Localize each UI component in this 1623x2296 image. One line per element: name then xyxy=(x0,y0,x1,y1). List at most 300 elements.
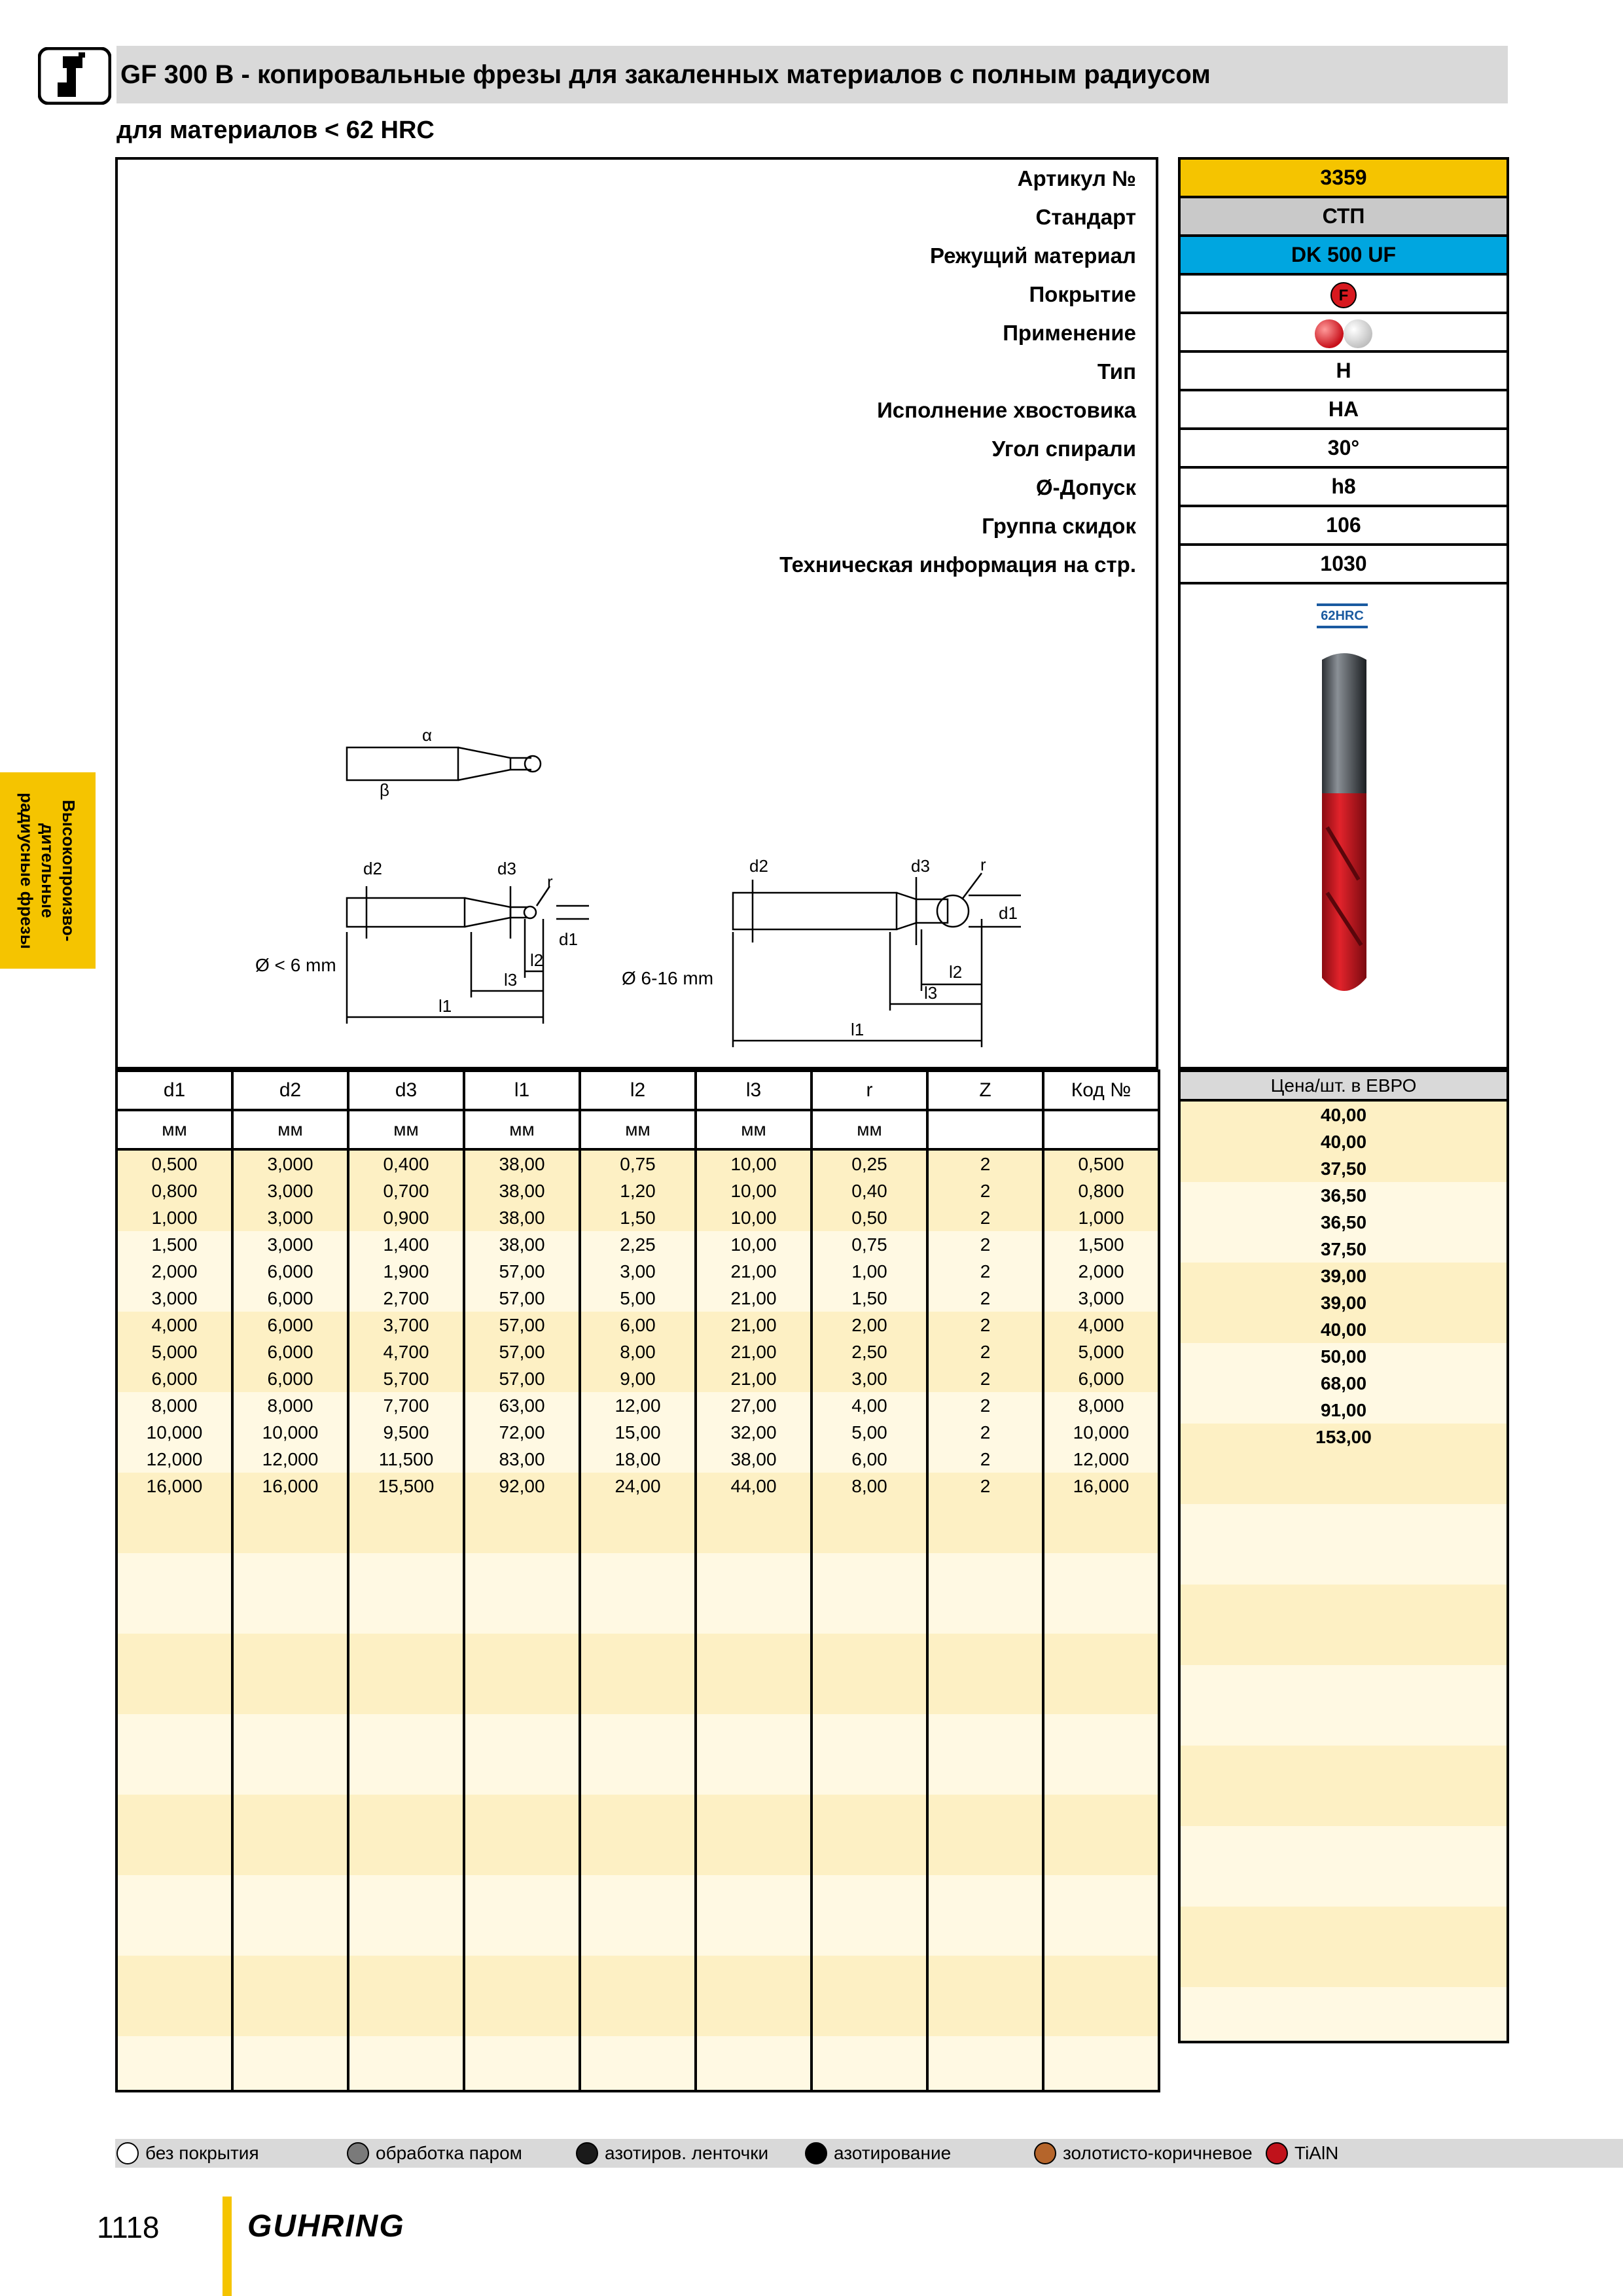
price-cell: 36,50 xyxy=(1179,1209,1508,1236)
table-cell xyxy=(580,1929,696,1956)
table-cell xyxy=(580,1956,696,1982)
dim-l2-large: l2 xyxy=(949,962,963,982)
table-cell: 0,400 xyxy=(348,1149,464,1177)
price-row xyxy=(1179,1987,1508,2014)
dim-l3-large: l3 xyxy=(924,983,938,1003)
table-cell xyxy=(1043,1607,1159,1634)
price-cell: 39,00 xyxy=(1179,1263,1508,1289)
table-cell xyxy=(927,1499,1043,1526)
price-cell xyxy=(1179,2014,1508,2042)
table-cell: 57,00 xyxy=(464,1312,580,1338)
table-cell: 6,00 xyxy=(580,1312,696,1338)
table-cell: 0,800 xyxy=(116,1177,232,1204)
table-cell xyxy=(696,1526,812,1553)
table-cell xyxy=(927,2036,1043,2063)
table-cell xyxy=(1043,1821,1159,1848)
spec-label-techinfo: Техническая информация на стр. xyxy=(779,552,1136,577)
table-cell xyxy=(1043,2036,1159,2063)
table-cell xyxy=(348,1982,464,2009)
large-tool-label: Ø 6-16 mm xyxy=(622,968,714,988)
table-cell: 8,000 xyxy=(232,1392,348,1419)
table-cell: 38,00 xyxy=(696,1446,812,1473)
table-cell: 4,00 xyxy=(812,1392,927,1419)
table-cell: 5,000 xyxy=(1043,1338,1159,1365)
price-row xyxy=(1179,1665,1508,1692)
legend-label: TiAlN xyxy=(1294,2143,1339,2163)
table-cell xyxy=(696,1902,812,1929)
dimensions-table xyxy=(115,1069,1158,2092)
table-cell xyxy=(812,1580,927,1607)
table-cell xyxy=(348,1634,464,1660)
table-cell xyxy=(812,1687,927,1714)
table-cell xyxy=(464,1607,580,1634)
table-row xyxy=(116,1419,1159,1446)
dim-d3-large: d3 xyxy=(911,856,930,876)
table-cell xyxy=(812,1660,927,1687)
table-cell xyxy=(696,1795,812,1821)
table-cell xyxy=(812,1902,927,1929)
table-cell xyxy=(927,1634,1043,1660)
price-row xyxy=(1179,1128,1508,1155)
unit-cell: мм xyxy=(812,1110,927,1149)
price-row xyxy=(1179,1504,1508,1531)
hrc-badge: 62HRC xyxy=(1317,603,1368,628)
legend-label: золотисто-коричневое xyxy=(1063,2143,1253,2163)
table-cell: 1,000 xyxy=(116,1204,232,1231)
price-cell: 91,00 xyxy=(1179,1397,1508,1424)
table-cell: 2 xyxy=(927,1473,1043,1499)
table-cell: 3,000 xyxy=(1043,1285,1159,1312)
table-cell: 0,50 xyxy=(812,1204,927,1231)
dim-beta: β xyxy=(380,780,389,800)
table-cell: 57,00 xyxy=(464,1285,580,1312)
table-cell xyxy=(927,1795,1043,1821)
spec-label-type: Тип xyxy=(1097,359,1136,384)
table-cell: 1,50 xyxy=(580,1204,696,1231)
price-row xyxy=(1179,1155,1508,1182)
table-cell: 0,40 xyxy=(812,1177,927,1204)
table-cell xyxy=(348,1956,464,1982)
price-cell xyxy=(1179,1746,1508,1772)
chapter-tab-label xyxy=(0,772,96,969)
price-row xyxy=(1179,1960,1508,1987)
table-cell xyxy=(348,1607,464,1634)
table-cell: 16,000 xyxy=(116,1473,232,1499)
table-cell xyxy=(116,2036,232,2063)
table-cell xyxy=(812,1982,927,2009)
table-cell xyxy=(232,1848,348,1875)
price-cell: 68,00 xyxy=(1179,1370,1508,1397)
table-cell xyxy=(116,1848,232,1875)
table-cell: 27,00 xyxy=(696,1392,812,1419)
spec-label-article: Артикул № xyxy=(1017,166,1136,190)
table-row xyxy=(116,1392,1159,1419)
table-cell xyxy=(232,1821,348,1848)
table-cell: 5,00 xyxy=(580,1285,696,1312)
price-cell xyxy=(1179,1558,1508,1585)
table-cell: 12,000 xyxy=(232,1446,348,1473)
brand-logo-icon xyxy=(38,47,111,105)
table-cell: 57,00 xyxy=(464,1338,580,1365)
table-cell xyxy=(348,1929,464,1956)
price-row xyxy=(1179,1772,1508,1799)
dim-r-large: r xyxy=(980,855,986,874)
table-cell xyxy=(927,1580,1043,1607)
table-cell xyxy=(232,1580,348,1607)
table-cell xyxy=(927,1553,1043,1580)
table-cell xyxy=(232,1526,348,1553)
coating-f-icon: F xyxy=(1330,282,1357,308)
price-cell xyxy=(1179,1960,1508,1987)
table-cell xyxy=(232,1956,348,1982)
table-cell xyxy=(927,1768,1043,1795)
table-cell xyxy=(580,1526,696,1553)
table-cell xyxy=(812,1634,927,1660)
table-cell xyxy=(348,2063,464,2091)
table-cell xyxy=(580,1714,696,1741)
table-cell xyxy=(580,1741,696,1768)
table-cell: 1,400 xyxy=(348,1231,464,1258)
legend-item xyxy=(1034,2140,1253,2166)
table-cell xyxy=(464,1634,580,1660)
table-cell xyxy=(464,1982,580,2009)
price-cell xyxy=(1179,1692,1508,1719)
table-cell xyxy=(1043,1714,1159,1741)
price-cell xyxy=(1179,1531,1508,1558)
table-cell: 2,50 xyxy=(812,1338,927,1365)
small-tool-label: Ø < 6 mm xyxy=(255,955,336,975)
table-cell xyxy=(232,1875,348,1902)
table-cell xyxy=(696,1875,812,1902)
table-row xyxy=(116,1607,1159,1634)
price-row xyxy=(1179,1289,1508,1316)
table-cell xyxy=(1043,1741,1159,1768)
price-cell xyxy=(1179,1450,1508,1477)
table-row xyxy=(116,2063,1159,2091)
spec-label-material: Режущий материал xyxy=(929,243,1136,268)
table-row xyxy=(116,1821,1159,1848)
table-cell xyxy=(580,1580,696,1607)
table-cell: 6,000 xyxy=(232,1338,348,1365)
table-cell xyxy=(348,1848,464,1875)
price-row xyxy=(1179,1477,1508,1504)
table-cell xyxy=(348,1580,464,1607)
dim-d1-large: d1 xyxy=(999,903,1018,923)
price-row xyxy=(1179,1611,1508,1638)
table-cell xyxy=(464,2063,580,2091)
table-cell xyxy=(696,1821,812,1848)
coating-swatch-icon xyxy=(347,2142,369,2164)
table-cell xyxy=(464,1580,580,1607)
type-value: H xyxy=(1181,353,1507,391)
table-cell: 0,900 xyxy=(348,1204,464,1231)
table-cell: 8,00 xyxy=(812,1473,927,1499)
legend-label: без покрытия xyxy=(145,2143,259,2163)
price-row xyxy=(1179,1826,1508,1853)
legend-item xyxy=(805,2140,951,2166)
legend-item xyxy=(1266,2140,1338,2166)
table-cell xyxy=(927,1821,1043,1848)
table-cell xyxy=(580,1848,696,1875)
table-row xyxy=(116,1875,1159,1902)
table-cell: 38,00 xyxy=(464,1204,580,1231)
table-cell: 16,000 xyxy=(1043,1473,1159,1499)
price-cell xyxy=(1179,1987,1508,2014)
table-cell xyxy=(1043,1687,1159,1714)
price-row xyxy=(1179,1638,1508,1665)
table-cell xyxy=(116,1956,232,1982)
price-row xyxy=(1179,1880,1508,1907)
table-cell xyxy=(696,1499,812,1526)
spec-label-discount: Группа скидок xyxy=(982,514,1136,538)
price-cell xyxy=(1179,1799,1508,1826)
table-row xyxy=(116,1285,1159,1312)
table-cell: 2,00 xyxy=(812,1312,927,1338)
price-cell xyxy=(1179,1719,1508,1746)
table-cell xyxy=(696,1848,812,1875)
table-cell: 10,00 xyxy=(696,1204,812,1231)
table-cell xyxy=(927,1875,1043,1902)
table-cell: 2,000 xyxy=(116,1258,232,1285)
hardened-steel-ball-icon xyxy=(1315,319,1344,348)
legend-label: обработка паром xyxy=(376,2143,522,2163)
table-row xyxy=(116,1526,1159,1553)
table-cell: 83,00 xyxy=(464,1446,580,1473)
price-cell xyxy=(1179,1504,1508,1531)
product-photo xyxy=(1298,644,1390,1128)
table-cell xyxy=(232,1795,348,1821)
table-row xyxy=(116,1902,1159,1929)
chapter-tab-line: дительные xyxy=(38,823,58,918)
price-table xyxy=(1178,1069,1509,2043)
legend-item xyxy=(116,2140,259,2166)
angle-view-drawing xyxy=(347,747,541,780)
table-cell xyxy=(696,1580,812,1607)
table-cell xyxy=(812,1929,927,1956)
table-row xyxy=(116,1795,1159,1821)
table-cell xyxy=(812,1553,927,1580)
spec-label-helix: Угол спирали xyxy=(991,437,1136,461)
spec-values-column xyxy=(1178,157,1509,1069)
table-cell: 3,000 xyxy=(232,1231,348,1258)
table-cell: 0,25 xyxy=(812,1149,927,1177)
techinfo-page-value[interactable]: 1030 xyxy=(1181,546,1507,584)
spec-label-coating: Покрытие xyxy=(1029,282,1136,306)
price-row xyxy=(1179,1719,1508,1746)
unit-cell: мм xyxy=(232,1110,348,1149)
dim-d3-small: d3 xyxy=(497,859,516,878)
table-cell xyxy=(116,2063,232,2091)
table-cell xyxy=(232,1553,348,1580)
tool-drawings xyxy=(118,160,1156,1067)
table-cell: 15,500 xyxy=(348,1473,464,1499)
table-cell xyxy=(927,1687,1043,1714)
col-header-d2: d2 xyxy=(232,1071,348,1110)
table-row xyxy=(116,1580,1159,1607)
table-cell xyxy=(580,1553,696,1580)
table-row xyxy=(116,2009,1159,2036)
table-cell xyxy=(464,1553,580,1580)
price-row xyxy=(1179,1343,1508,1370)
table-cell: 12,00 xyxy=(580,1392,696,1419)
small-tool-drawing xyxy=(347,886,589,1024)
table-cell: 5,00 xyxy=(812,1419,927,1446)
table-cell xyxy=(927,1848,1043,1875)
table-cell xyxy=(464,1687,580,1714)
discount-group-value: 106 xyxy=(1181,507,1507,546)
table-cell xyxy=(696,1687,812,1714)
table-cell: 92,00 xyxy=(464,1473,580,1499)
article-number-value: 3359 xyxy=(1181,160,1507,198)
table-cell: 10,000 xyxy=(232,1419,348,1446)
price-cell xyxy=(1179,1907,1508,1933)
table-cell: 0,800 xyxy=(1043,1177,1159,1204)
coating-swatch-icon xyxy=(805,2142,827,2164)
table-cell: 6,00 xyxy=(812,1446,927,1473)
table-cell xyxy=(580,1634,696,1660)
table-cell xyxy=(812,1768,927,1795)
table-cell xyxy=(696,1982,812,2009)
table-row xyxy=(116,1687,1159,1714)
table-cell: 10,00 xyxy=(696,1177,812,1204)
table-cell: 1,00 xyxy=(812,1258,927,1285)
table-cell: 8,000 xyxy=(116,1392,232,1419)
table-cell xyxy=(696,1929,812,1956)
table-cell: 0,700 xyxy=(348,1177,464,1204)
table-cell xyxy=(464,1848,580,1875)
legend-label: азотирование xyxy=(834,2143,952,2163)
table-cell xyxy=(116,1929,232,1956)
large-tool-drawing xyxy=(733,873,1021,1047)
table-cell xyxy=(464,1929,580,1956)
table-cell xyxy=(1043,1768,1159,1795)
table-cell xyxy=(232,1714,348,1741)
table-row xyxy=(116,1365,1159,1392)
price-cell: 39,00 xyxy=(1179,1289,1508,1316)
table-cell xyxy=(696,1553,812,1580)
table-cell xyxy=(348,1795,464,1821)
price-row xyxy=(1179,1397,1508,1424)
price-cell xyxy=(1179,1611,1508,1638)
table-cell xyxy=(464,1526,580,1553)
application-value xyxy=(1181,314,1507,353)
table-cell: 8,00 xyxy=(580,1338,696,1365)
table-row xyxy=(116,1848,1159,1875)
table-cell: 0,500 xyxy=(1043,1149,1159,1177)
table-row xyxy=(116,1258,1159,1285)
table-cell: 3,000 xyxy=(232,1177,348,1204)
table-cell xyxy=(348,1499,464,1526)
table-cell xyxy=(1043,1848,1159,1875)
table-cell: 10,000 xyxy=(1043,1419,1159,1446)
price-cell: 153,00 xyxy=(1179,1424,1508,1450)
table-cell: 9,500 xyxy=(348,1419,464,1446)
table-cell xyxy=(927,1741,1043,1768)
footer-accent-bar xyxy=(223,2197,232,2296)
table-cell xyxy=(812,1956,927,1982)
table-cell: 21,00 xyxy=(696,1258,812,1285)
table-cell xyxy=(116,1768,232,1795)
standard-value: СТП xyxy=(1181,198,1507,237)
price-row xyxy=(1179,1692,1508,1719)
spec-label-shank: Исполнение хвостовика xyxy=(877,398,1136,422)
table-cell: 2 xyxy=(927,1149,1043,1177)
table-cell xyxy=(927,2009,1043,2036)
table-cell xyxy=(1043,1875,1159,1902)
table-cell xyxy=(580,1660,696,1687)
dim-l1-large: l1 xyxy=(851,1020,865,1039)
price-row xyxy=(1179,1558,1508,1585)
table-cell xyxy=(348,1902,464,1929)
table-cell: 12,000 xyxy=(1043,1446,1159,1473)
col-header-d1: d1 xyxy=(116,1071,232,1110)
table-row xyxy=(116,1149,1159,1177)
table-cell xyxy=(580,2036,696,2063)
spec-label-standard: Стандарт xyxy=(1035,205,1136,229)
table-cell: 7,700 xyxy=(348,1392,464,1419)
price-row xyxy=(1179,1746,1508,1772)
table-cell: 3,000 xyxy=(116,1285,232,1312)
table-cell xyxy=(696,1768,812,1795)
table-cell xyxy=(116,1526,232,1553)
table-cell xyxy=(696,1714,812,1741)
price-cell xyxy=(1179,1826,1508,1853)
price-row xyxy=(1179,1799,1508,1826)
table-cell xyxy=(580,1982,696,2009)
table-cell: 6,000 xyxy=(232,1365,348,1392)
table-cell: 0,500 xyxy=(116,1149,232,1177)
table-cell xyxy=(464,2009,580,2036)
table-cell: 0,75 xyxy=(812,1231,927,1258)
price-row xyxy=(1179,1853,1508,1880)
table-cell: 38,00 xyxy=(464,1149,580,1177)
coating-swatch-icon xyxy=(576,2142,598,2164)
table-cell: 32,00 xyxy=(696,1419,812,1446)
price-row xyxy=(1179,1182,1508,1209)
table-cell xyxy=(927,1902,1043,1929)
table-cell: 38,00 xyxy=(464,1231,580,1258)
material-value: DK 500 UF xyxy=(1181,237,1507,276)
table-cell xyxy=(232,1929,348,1956)
table-cell: 21,00 xyxy=(696,1312,812,1338)
table-cell: 2 xyxy=(927,1285,1043,1312)
table-cell xyxy=(116,1741,232,1768)
table-cell: 2 xyxy=(927,1231,1043,1258)
table-cell xyxy=(1043,1499,1159,1526)
table-cell xyxy=(348,2036,464,2063)
price-row xyxy=(1179,1450,1508,1477)
col-header-z: Z xyxy=(927,1071,1043,1110)
table-cell xyxy=(696,2063,812,2091)
table-cell xyxy=(1043,2063,1159,2091)
price-cell: 40,00 xyxy=(1179,1100,1508,1128)
table-row xyxy=(116,1473,1159,1499)
table-cell: 3,000 xyxy=(232,1149,348,1177)
chapter-tab-line: Высокопроизво- xyxy=(59,799,79,942)
price-cell: 36,50 xyxy=(1179,1182,1508,1209)
tolerance-value: h8 xyxy=(1181,469,1507,507)
brand-wordmark: GUHRING xyxy=(247,2209,405,2244)
price-cell: 40,00 xyxy=(1179,1316,1508,1343)
table-cell xyxy=(580,2063,696,2091)
table-cell: 3,700 xyxy=(348,1312,464,1338)
table-cell xyxy=(1043,1660,1159,1687)
table-cell: 4,000 xyxy=(1043,1312,1159,1338)
price-row xyxy=(1179,1370,1508,1397)
table-cell xyxy=(580,1499,696,1526)
table-cell xyxy=(348,1687,464,1714)
table-cell xyxy=(927,1607,1043,1634)
